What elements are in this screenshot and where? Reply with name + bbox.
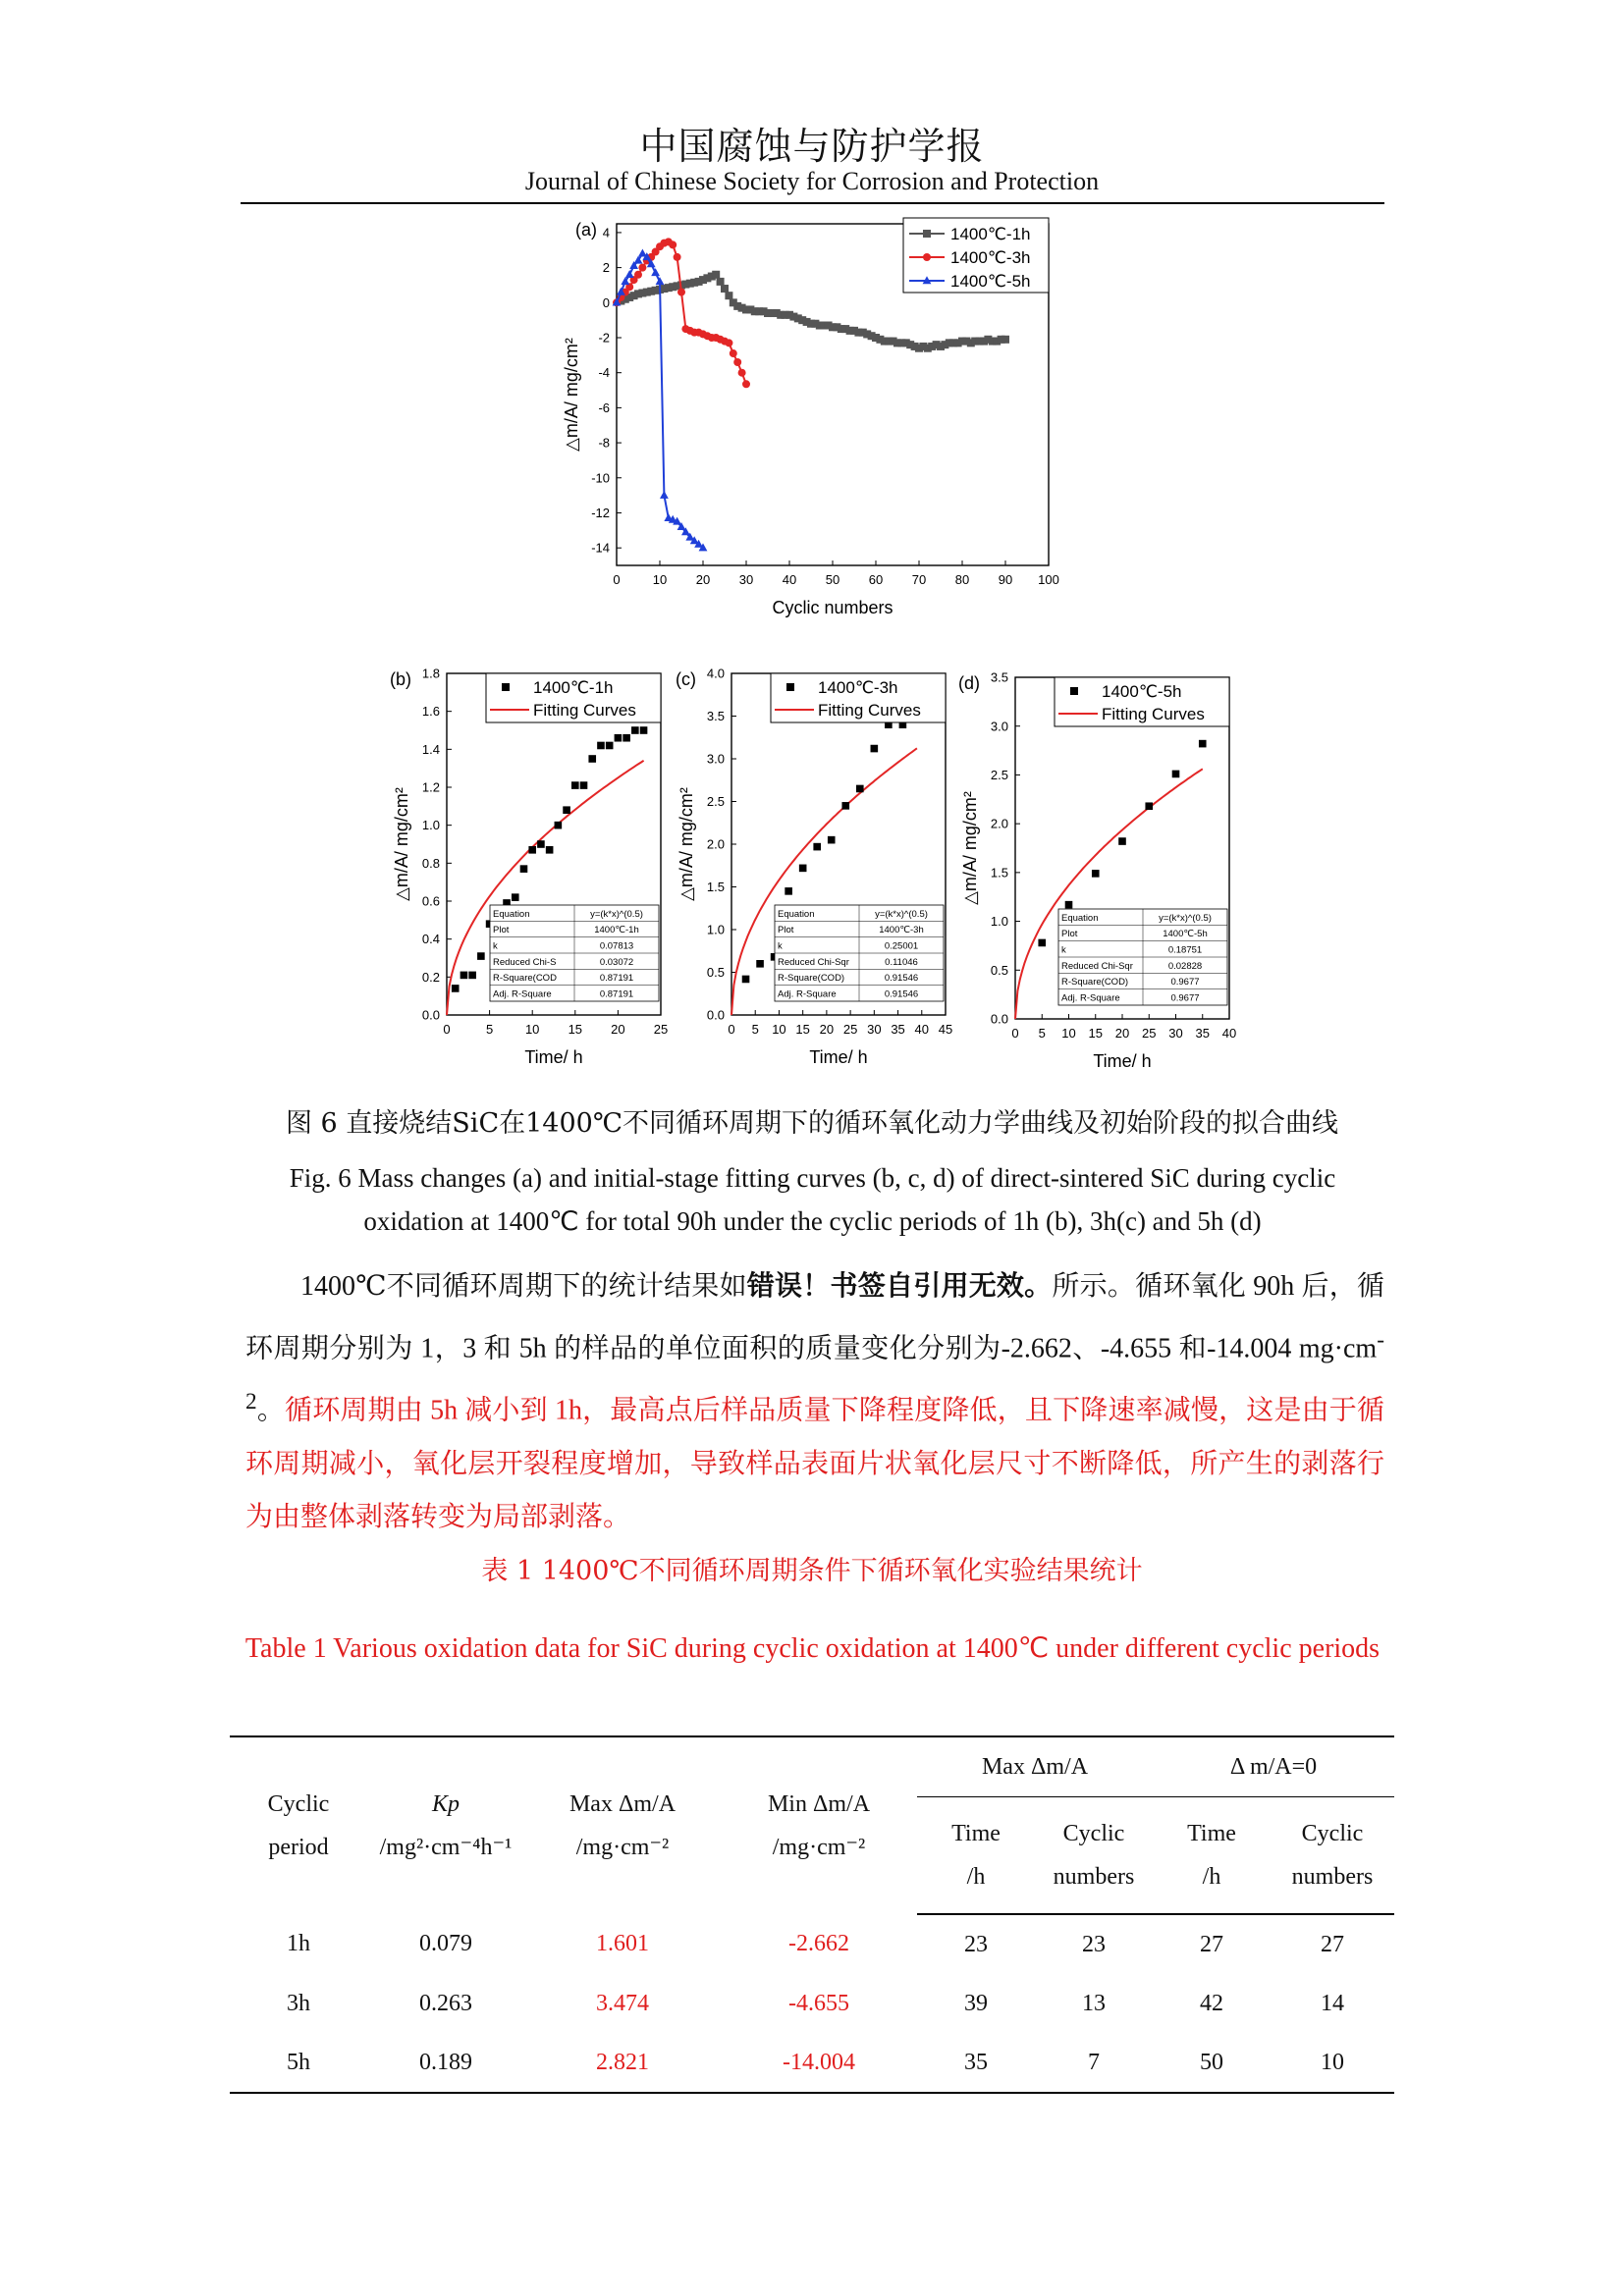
x-tick-label: 20 (819, 1022, 835, 1037)
stats-key: Adj. R-Square (1061, 992, 1120, 1004)
para-bookmark-error: 错误！书签自引用无效。 (746, 1271, 1053, 1302)
x-tick-label: 5 (485, 1022, 494, 1037)
x-tick-label: 25 (653, 1022, 669, 1037)
data-point (1172, 771, 1180, 778)
data-point (721, 285, 729, 293)
stats-key: Adj. R-Square (493, 988, 552, 1000)
x-axis-label: Time/ h (809, 1047, 868, 1067)
th-group-zero: Δ m/A=0 (1153, 1736, 1394, 1797)
stats-value: 1400℃-3h (879, 925, 924, 936)
legend-marker (1070, 687, 1078, 695)
legend-label: 1400℃-3h (818, 678, 898, 697)
para-text-2: 所示。循环氧化 90h 后，循环周期分别为 1，3 和 5h 的样品的单位面积的质量变化分别为-2.662、-4.655 和-14.004 mg·cm (245, 1271, 1384, 1364)
data-point (597, 742, 605, 750)
data-point (1001, 336, 1009, 344)
stats-key: R-Square(COD) (1061, 977, 1129, 988)
data-point (742, 976, 750, 984)
y-tick-label: 2.0 (706, 836, 725, 852)
y-tick-label: 1.5 (990, 865, 1008, 881)
stats-key: Reduced Chi-Sqr (1061, 960, 1133, 972)
legend-label: Fitting Curves (818, 701, 921, 720)
y-tick-label: 1.0 (421, 818, 440, 833)
table-row: 1h 0.079 1.601 -2.662 23 23 27 27 (287, 1931, 1344, 1957)
data-point (606, 742, 614, 750)
y-axis-label: △m/A/ mg/cm² (960, 791, 980, 905)
x-tick-label: 10 (1061, 1026, 1076, 1041)
x-tick-label: 10 (524, 1022, 540, 1037)
y-tick-label: 1.0 (706, 922, 725, 937)
journal-title-en: Journal of Chinese Society for Corrosion and Protection (524, 167, 1100, 195)
y-tick-label: 2 (602, 260, 610, 276)
data-point (674, 253, 681, 261)
data-point (468, 972, 476, 980)
y-tick-label: 2.5 (706, 794, 725, 810)
data-point (1199, 740, 1207, 748)
stats-value: 0.18751 (1167, 944, 1203, 956)
stats-value: 1400℃-5h (1163, 929, 1208, 940)
y-axis-label: △m/A/ mg/cm² (562, 338, 581, 452)
data-point (1092, 870, 1100, 878)
table-row: 3h 0.263 3.474 -4.655 39 13 42 14 (287, 1990, 1344, 2016)
y-tick-label: 2.5 (990, 767, 1008, 782)
stats-value: 0.03072 (599, 956, 634, 968)
data-point (640, 726, 648, 734)
table-caption-cn: 表 1 1400℃不同循环周期条件下循环氧化实验结果统计 (481, 1556, 1143, 1586)
stats-value: y=(k*x)^(0.5) (875, 908, 928, 920)
stats-key: k (778, 940, 783, 952)
figure-caption-en (241, 1156, 1384, 1243)
legend-marker (923, 230, 931, 238)
para-text-3: 。 (256, 1395, 286, 1426)
x-tick-label: 35 (1195, 1026, 1210, 1041)
y-tick-label: -8 (598, 435, 610, 451)
x-tick-label: 0 (1011, 1026, 1019, 1041)
stats-key: Adj. R-Square (778, 988, 837, 1000)
y-tick-label: 1.8 (421, 666, 440, 681)
data-point (813, 843, 821, 851)
oxidation-data-table (230, 1735, 1394, 2094)
legend-marker (502, 683, 510, 691)
y-tick-label: 1.2 (421, 779, 440, 795)
y-tick-label: 1.4 (421, 741, 440, 757)
data-point (555, 822, 563, 829)
th-max: Max Δm/A /mg·cm⁻² (524, 1736, 721, 1914)
figure-caption-cn: 图 6 直接烧结SiC在1400℃不同循环周期下的循环氧化动力学曲线及初始阶段的拟合曲线 (285, 1108, 1339, 1139)
x-axis-label: Cyclic numbers (772, 598, 893, 617)
data-point (588, 755, 596, 763)
data-point (712, 271, 720, 279)
y-tick-label: 4.0 (706, 666, 725, 681)
x-tick-label: 15 (568, 1022, 583, 1037)
x-tick-label: 90 (998, 572, 1013, 587)
stats-value: 0.25001 (884, 940, 919, 952)
y-axis-label: △m/A/ mg/cm² (677, 787, 696, 901)
table-row: 5h 0.189 2.821 -14.004 35 7 50 10 (230, 2033, 1394, 2093)
x-tick-label: 50 (825, 572, 840, 587)
y-tick-label: 0.6 (421, 893, 440, 909)
data-point (452, 985, 460, 992)
data-point (546, 846, 554, 854)
legend-label: 1400℃-1h (533, 678, 614, 697)
th-min: Min Δm/A /mg·cm⁻² (721, 1736, 917, 1914)
stats-value: 0.02828 (1167, 960, 1203, 972)
data-point (477, 952, 485, 960)
data-point (512, 893, 519, 901)
body-paragraph (245, 1260, 1384, 1544)
data-point (634, 271, 642, 279)
x-tick-label: 40 (914, 1022, 930, 1037)
y-tick-label: 3.0 (990, 719, 1008, 734)
y-tick-label: 3.5 (706, 709, 725, 724)
y-tick-label: 0.4 (421, 932, 440, 947)
x-tick-label: 10 (652, 572, 668, 587)
y-tick-label: -10 (591, 470, 610, 486)
x-tick-label: 25 (1142, 1026, 1157, 1041)
legend-label: 1400℃-3h (950, 248, 1031, 267)
data-point (828, 836, 836, 844)
data-point (733, 358, 741, 366)
data-point (631, 726, 639, 734)
panel-label: (a) (575, 220, 597, 240)
y-tick-label: 2.0 (990, 816, 1008, 831)
x-tick-label: 5 (1038, 1026, 1046, 1041)
x-tick-label: 40 (782, 572, 797, 587)
stats-value: 0.87191 (599, 973, 634, 985)
data-point (669, 240, 677, 248)
para-sup: -2 (245, 1327, 1384, 1415)
th-cyclic-zero: Cyclic numbers (1271, 1797, 1394, 1915)
legend-label: 1400℃-5h (950, 272, 1031, 291)
data-point (717, 278, 725, 286)
data-point (528, 846, 536, 854)
data-point (677, 289, 685, 296)
stats-key: Plot (778, 925, 794, 936)
y-tick-label: 0.5 (990, 962, 1008, 978)
data-point (660, 491, 669, 499)
stats-key: R-Square(COD) (778, 973, 845, 985)
x-axis-label: Time/ h (524, 1047, 583, 1067)
y-tick-label: 0.5 (706, 965, 725, 981)
journal-title-cn: 中国腐蚀与防护学报 (639, 125, 985, 168)
data-point (725, 292, 732, 299)
y-tick-label: 0.2 (421, 969, 440, 985)
stats-key: Plot (493, 925, 510, 936)
x-tick-label: 30 (1168, 1026, 1183, 1041)
data-point (537, 840, 545, 848)
y-tick-label: 1.0 (990, 914, 1008, 930)
th-cyclic-period: Cyclic period (230, 1736, 367, 1914)
y-tick-label: 3.0 (706, 751, 725, 767)
data-point (615, 734, 623, 742)
y-tick-label: -12 (591, 506, 610, 521)
y-tick-label: -14 (591, 540, 610, 556)
stats-key: Equation (493, 908, 530, 920)
data-point (580, 781, 588, 789)
x-tick-label: 100 (1038, 572, 1059, 587)
data-point (520, 865, 528, 873)
panel-label: (d) (958, 673, 980, 693)
th-time-zero: Time /h (1153, 1797, 1271, 1915)
y-tick-label: 0.0 (421, 1007, 440, 1023)
th-cyclic-max: Cyclic numbers (1035, 1797, 1153, 1915)
stats-value: 1400℃-1h (594, 925, 639, 936)
x-tick-label: 30 (867, 1022, 882, 1037)
x-tick-label: 0 (443, 1022, 451, 1037)
stats-value: 0.9677 (1170, 992, 1200, 1004)
data-point (738, 369, 746, 377)
x-tick-label: 5 (751, 1022, 759, 1037)
table-caption-en: Table 1 Various oxidation data for SiC during cyclic oxidation at 1400℃ under different cyclic periods (244, 1633, 1380, 1664)
stats-value: y=(k*x)^(0.5) (590, 908, 643, 920)
stats-key: Plot (1061, 929, 1078, 940)
data-point (623, 734, 630, 742)
y-tick-label: 0.8 (421, 855, 440, 871)
x-tick-label: 10 (772, 1022, 786, 1037)
stats-value: 0.91546 (884, 988, 919, 1000)
data-point (1145, 802, 1153, 810)
data-point (725, 339, 732, 347)
stats-value: 0.07813 (599, 940, 634, 952)
stats-key: R-Square(COD (493, 973, 557, 985)
x-axis-label: Time/ h (1093, 1051, 1152, 1071)
x-tick-label: 45 (938, 1022, 953, 1037)
x-tick-label: 20 (611, 1022, 625, 1037)
figure-6 (0, 0, 1624, 1080)
stats-key: Reduced Chi-S (493, 956, 557, 968)
th-time-max: Time /h (917, 1797, 1035, 1915)
data-point (1065, 901, 1073, 909)
x-tick-label: 60 (868, 572, 884, 587)
y-tick-label: 3.5 (990, 669, 1008, 685)
figure-caption-en-line1: Fig. 6 Mass changes (a) and initial-stage fitting curves (b, c, d) of direct-sintered SiC during cyclic (289, 1163, 1336, 1193)
stats-key: k (1061, 944, 1066, 956)
data-point (638, 264, 646, 272)
para-text-1: 1400℃不同循环周期下的统计结果如 (300, 1271, 747, 1302)
legend-label: 1400℃-5h (1102, 682, 1182, 701)
y-tick-label: 1.6 (421, 704, 440, 720)
stats-value: 0.91546 (884, 973, 919, 985)
th-kp: Kp /mg²·cm⁻⁴h⁻¹ (367, 1736, 524, 1914)
stats-key: Reduced Chi-Sqr (778, 956, 849, 968)
panel-label: (b) (390, 669, 411, 689)
x-tick-label: 70 (911, 572, 927, 587)
legend-label: 1400℃-1h (950, 225, 1031, 243)
th-group-max: Max Δm/A (917, 1736, 1153, 1797)
data-point (856, 785, 864, 793)
data-point (651, 268, 660, 276)
y-tick-label: 4 (602, 225, 610, 240)
x-tick-label: 0 (728, 1022, 735, 1037)
data-point (785, 887, 792, 895)
figure-caption-en-line2: oxidation at 1400℃ for total 90h under the cyclic periods of 1h (b), 3h(c) and 5h (d) (363, 1206, 1262, 1236)
data-point (1038, 939, 1046, 947)
para-red-text: 循环周期由 5h 减小到 1h，最高点后样品质量下降程度降低，且下降速率减慢，这是由于循环周期减小，氧化层开裂程度增加，导致样品表面片状氧化层尺寸不断降低，所产生的剥落行为由整体剥落转变为局部剥落。 (245, 1395, 1384, 1532)
x-tick-label: 15 (1088, 1026, 1103, 1041)
stats-value: y=(k*x)^(0.5) (1159, 912, 1212, 924)
data-point (730, 349, 737, 357)
x-tick-label: 20 (695, 572, 711, 587)
data-point (799, 865, 807, 873)
legend-marker (786, 683, 794, 691)
panel-label: (c) (676, 669, 696, 689)
stats-key: Equation (778, 908, 815, 920)
x-tick-label: 25 (842, 1022, 858, 1037)
y-tick-label: 0.0 (706, 1007, 725, 1023)
data-point (742, 380, 750, 388)
data-point (756, 960, 764, 968)
y-axis-label: △m/A/ mg/cm² (392, 787, 411, 901)
data-point (625, 270, 634, 278)
y-tick-label: -6 (598, 400, 610, 415)
x-tick-label: 15 (795, 1022, 810, 1037)
stats-value: 0.87191 (599, 988, 634, 1000)
legend-label: Fitting Curves (1102, 705, 1205, 723)
data-point (563, 806, 570, 814)
y-tick-label: -2 (598, 330, 610, 346)
x-tick-label: 40 (1221, 1026, 1237, 1041)
legend-label: Fitting Curves (533, 701, 636, 720)
data-point (841, 802, 849, 810)
y-tick-label: 1.5 (706, 880, 725, 895)
data-point (871, 745, 879, 753)
stats-value: 0.11046 (885, 956, 918, 968)
stats-key: Equation (1061, 912, 1099, 924)
data-point (571, 781, 579, 789)
x-tick-label: 35 (891, 1022, 905, 1037)
x-tick-label: 80 (954, 572, 970, 587)
x-tick-label: 20 (1114, 1026, 1130, 1041)
y-tick-label: -4 (598, 365, 610, 381)
x-tick-label: 0 (613, 572, 621, 587)
stats-value: 0.9677 (1170, 977, 1200, 988)
data-point (1118, 837, 1126, 845)
y-tick-label: 0 (602, 294, 610, 310)
data-point (656, 277, 665, 285)
x-tick-label: 30 (738, 572, 754, 587)
data-point (460, 972, 468, 980)
stats-key: k (493, 940, 498, 952)
legend-marker (923, 253, 931, 261)
y-tick-label: 0.0 (990, 1011, 1008, 1027)
